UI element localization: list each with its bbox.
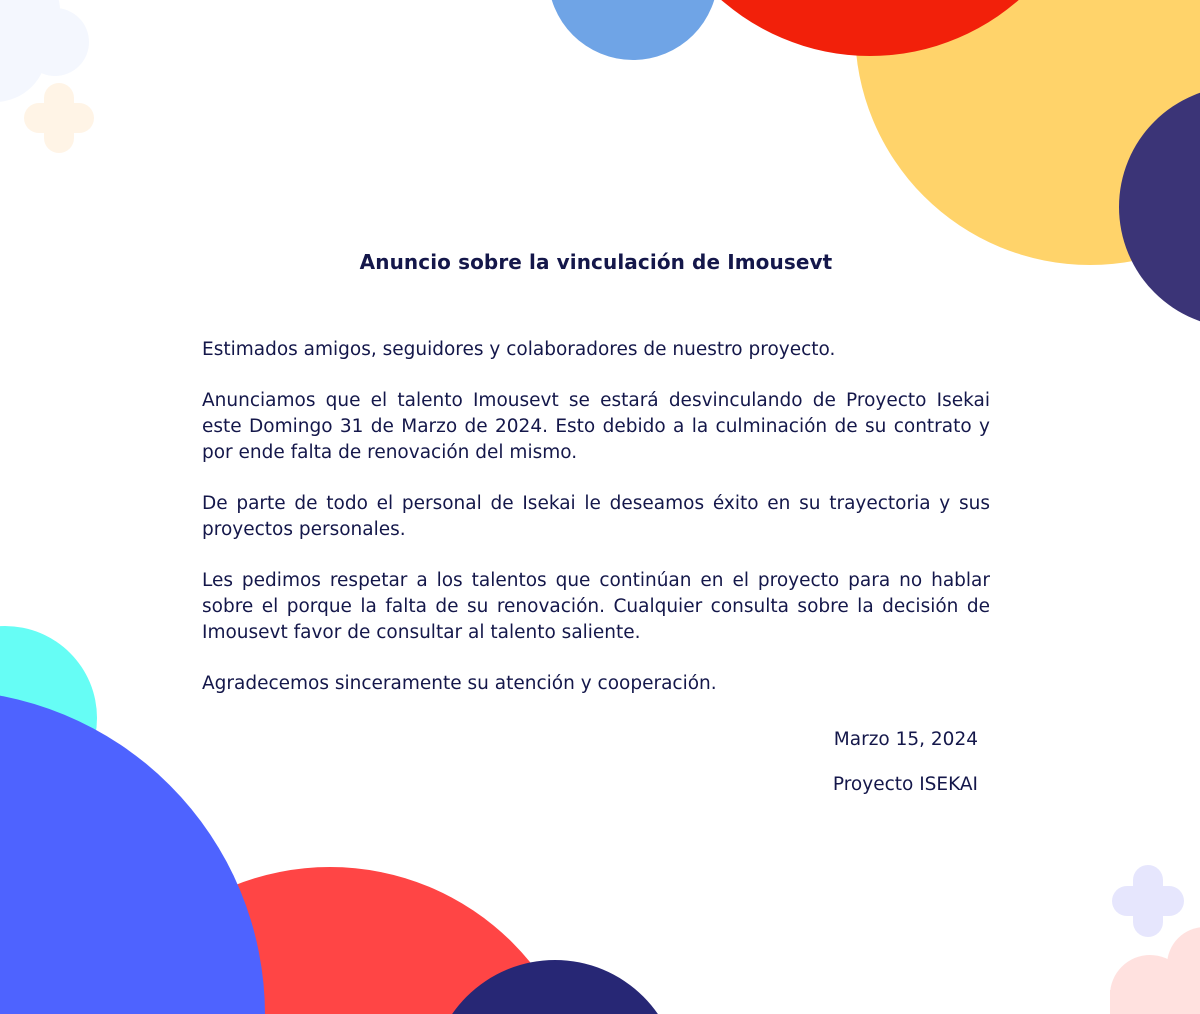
announcement-title: Anuncio sobre la vinculación de Imousevt [359, 250, 833, 274]
paragraph-wishes: De parte de todo el personal de Isekai le deseamos éxito en su trayectoria y sus proyectos personales. [202, 493, 990, 540]
announcement-body [202, 250, 990, 697]
royal-blue-circle-shape [0, 690, 265, 1014]
top-left-cloud-shape [0, 0, 89, 102]
signature: Proyecto ISEKAI [832, 774, 978, 795]
top-left-sparkle-shape [24, 83, 94, 153]
paragraph-announcement: Anunciamos que el talento Imousevt se estará desvinculando de Proyecto Isekai este Domingo 31 de Marzo de 2024. Esto debido a la culminación de su contrato y por ende falta de renovación del mismo. [202, 390, 990, 463]
bottom-right-cloud-shape [1110, 927, 1200, 1014]
paragraph-greeting: Estimados amigos, seguidores y colaboradores de nuestro proyecto. [202, 339, 836, 360]
paragraph-request: Les pedimos respetar a los talentos que continúan en el proyecto para no hablar sobre el porque la falta de su renovación. Cualquier consulta sobre la decisión de Imousevt favor de consultar al talento saliente. [202, 570, 990, 643]
light-blue-circle-shape [548, 0, 718, 60]
paragraph-thanks: Agradecemos sinceramente su atención y cooperación. [202, 673, 717, 694]
bottom-right-sparkle-shape [1112, 865, 1184, 937]
announcement-date: Marzo 15, 2024 [833, 729, 978, 750]
